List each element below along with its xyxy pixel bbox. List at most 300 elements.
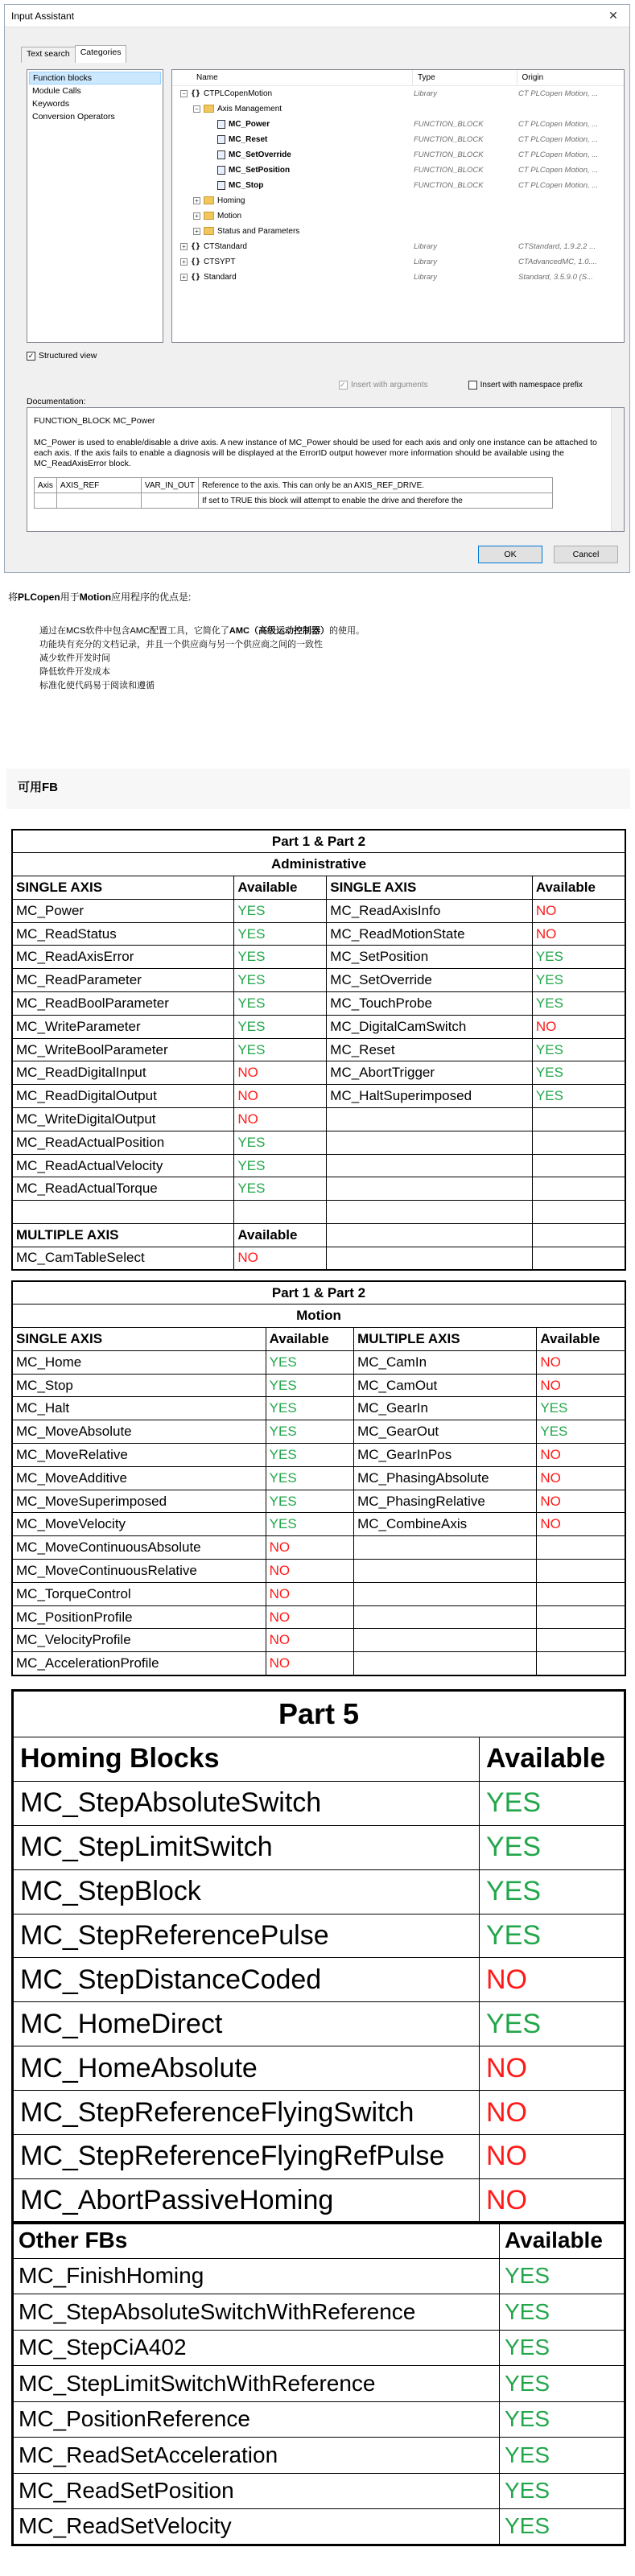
empty-cell <box>327 1224 533 1247</box>
table-row <box>12 1224 625 1247</box>
column-header: Available <box>532 876 625 900</box>
availability-cell: NO <box>537 1374 625 1397</box>
availability-cell: YES <box>500 2330 625 2366</box>
availability-cell: NO <box>234 1085 327 1108</box>
table-row <box>12 1281 625 1304</box>
table-row <box>12 1304 625 1328</box>
tree-name-cell <box>172 163 414 178</box>
table-row <box>12 1038 625 1061</box>
table-row <box>12 1201 625 1224</box>
fb-name-cell: MC_PositionReference <box>13 2401 500 2438</box>
availability-cell: YES <box>480 1914 625 1958</box>
tree-name-cell <box>172 193 414 208</box>
fb-name-cell: MC_StepBlock <box>13 1869 480 1914</box>
fb-name-cell: MC_MoveAdditive <box>12 1466 266 1490</box>
availability-cell: YES <box>266 1466 353 1490</box>
availability-cell: YES <box>234 1015 327 1038</box>
expand-icon[interactable]: + <box>193 212 200 220</box>
availability-cell: YES <box>480 1869 625 1914</box>
intro-suffix: 应用程序的优点是: <box>111 591 192 603</box>
column-header: Available <box>234 1224 327 1247</box>
tree-name-cell <box>172 224 414 239</box>
fb-name-cell: MC_StepAbsoluteSwitchWithReference <box>13 2294 500 2331</box>
fb-name-cell: MC_PhasingRelative <box>354 1490 537 1513</box>
section-heading: 可用FB <box>6 769 630 809</box>
tree-row[interactable] <box>172 224 624 239</box>
table-row <box>12 1131 625 1154</box>
tree-row[interactable] <box>172 163 624 178</box>
fb-name-cell: MC_MoveContinuousAbsolute <box>12 1536 266 1560</box>
tree-item-label: MC_Reset <box>229 135 268 144</box>
tree-type-cell: Library <box>414 89 438 98</box>
availability-cell: NO <box>537 1444 625 1467</box>
doc-cell <box>56 493 141 509</box>
fb-name-cell: MC_WriteParameter <box>12 1015 234 1038</box>
fb-name-cell <box>327 1177 533 1201</box>
collapse-icon[interactable]: − <box>180 90 188 97</box>
tree-origin-cell <box>518 101 623 117</box>
tree-row[interactable] <box>172 208 624 224</box>
folder-icon <box>204 227 214 235</box>
empty-cell <box>327 1201 533 1224</box>
tree-row[interactable] <box>172 239 624 254</box>
availability-cell: YES <box>532 1085 625 1108</box>
table-row <box>12 1560 625 1583</box>
availability-cell: NO <box>234 1108 327 1131</box>
tree-item-label: Standard <box>204 273 237 282</box>
column-header: Available <box>480 1737 625 1782</box>
fb-name-cell: MC_StepReferencePulse <box>13 1914 480 1958</box>
tree-type-cell: FUNCTION_BLOCK <box>414 181 484 190</box>
tree-row[interactable] <box>172 101 624 117</box>
column-header: MULTIPLE AXIS <box>12 1224 234 1247</box>
availability-cell: YES <box>500 2294 625 2331</box>
fb-name-cell: MC_FinishHoming <box>13 2258 500 2294</box>
table-row <box>12 992 625 1016</box>
fb-name-cell <box>327 1154 533 1177</box>
doc-table-row <box>35 493 553 509</box>
availability-cell: NO <box>532 1015 625 1038</box>
fb-name-cell: MC_Home <box>12 1350 266 1374</box>
table-row <box>13 2002 625 2046</box>
expand-icon[interactable]: + <box>180 274 188 281</box>
fb-name-cell: MC_GearIn <box>354 1397 537 1420</box>
table-row <box>12 1397 625 1420</box>
availability-cell <box>532 1131 625 1154</box>
table-row <box>13 1781 625 1825</box>
fb-name-cell: MC_Halt <box>12 1397 266 1420</box>
benefit-item <box>39 624 365 638</box>
fb-name-cell: MC_ReadAxisError <box>12 946 234 969</box>
close-icon[interactable]: ✕ <box>608 9 618 22</box>
fb-name-cell: MC_ReadActualTorque <box>12 1177 234 1201</box>
tree-row[interactable] <box>172 178 624 193</box>
tab-text-search[interactable]: Text search <box>21 47 76 63</box>
availability-cell: YES <box>266 1374 353 1397</box>
fb-name-cell: MC_ReadStatus <box>12 922 234 946</box>
expand-icon[interactable]: + <box>180 258 188 266</box>
fb-name-cell <box>354 1605 537 1629</box>
table-row <box>12 1328 625 1351</box>
availability-cell <box>537 1629 625 1652</box>
availability-cell <box>532 1177 625 1201</box>
function-block-tree <box>171 69 625 343</box>
availability-cell: NO <box>266 1652 353 1675</box>
availability-cell <box>537 1582 625 1605</box>
availability-cell: NO <box>480 2091 625 2135</box>
column-header: Homing Blocks <box>13 1737 480 1782</box>
dialog-buttons <box>478 546 618 563</box>
expand-icon[interactable]: + <box>193 197 200 204</box>
fb-name-cell: MC_MoveRelative <box>12 1444 266 1467</box>
fb-name-cell: MC_ReadActualVelocity <box>12 1154 234 1177</box>
expand-icon[interactable]: + <box>180 243 188 250</box>
availability-cell: YES <box>266 1397 353 1420</box>
tree-origin-cell: Standard, 3.5.9.0 (S... <box>518 273 593 282</box>
availability-cell: YES <box>532 1061 625 1085</box>
availability-cell: YES <box>500 2258 625 2294</box>
table-group-title: Administrative <box>12 853 625 876</box>
fb-name-cell <box>354 1629 537 1652</box>
benefit-bold: AMC（高级运动控制器） <box>229 626 329 636</box>
availability-cell: NO <box>266 1560 353 1583</box>
doc-table <box>34 477 553 509</box>
structured-view-label: Structured view <box>39 351 97 361</box>
library-icon: {} <box>191 273 201 282</box>
availability-cell: YES <box>266 1350 353 1374</box>
tree-item-label: Status and Parameters <box>217 227 300 236</box>
table-row <box>13 2509 625 2545</box>
tree-item-label: CTPLCopenMotion <box>204 89 273 98</box>
category-item-conversion-operators[interactable]: Conversion Operators <box>32 112 115 122</box>
input-assistant-dialog <box>4 4 630 573</box>
tree-name-cell <box>172 270 414 285</box>
availability-cell <box>537 1560 625 1583</box>
tree-origin-cell <box>518 224 623 239</box>
fb-name-cell: MC_GearInPos <box>354 1444 537 1467</box>
tree-name-cell <box>172 208 414 224</box>
fb-name-cell: MC_ReadDigitalInput <box>12 1061 234 1085</box>
availability-cell <box>537 1605 625 1629</box>
table-part-title: Part 1 & Part 2 <box>12 830 625 853</box>
availability-cell: YES <box>532 946 625 969</box>
table-row <box>13 2330 625 2366</box>
benefit-item: 减少软件开发时间 <box>39 653 110 663</box>
fb-name-cell: MC_StepLimitSwitchWithReference <box>13 2366 500 2402</box>
tree-origin-cell <box>518 208 623 224</box>
table-row <box>12 969 625 992</box>
function-block-icon <box>217 120 225 129</box>
insert-with-namespace-checkbox[interactable] <box>468 381 477 389</box>
fb-name-cell: MC_StepDistanceCoded <box>13 1958 480 2002</box>
tree-row[interactable] <box>172 254 624 270</box>
fb-name-cell: MC_AccelerationProfile <box>12 1652 266 1675</box>
table-row <box>13 1737 625 1782</box>
fb-name-cell: MC_SetPosition <box>327 946 533 969</box>
fb-name-cell: MC_MoveSuperimposed <box>12 1490 266 1513</box>
availability-cell: NO <box>480 2135 625 2179</box>
availability-cell: NO <box>234 1247 327 1270</box>
fb-name-cell: MC_Power <box>12 899 234 922</box>
fb-name-cell: MC_CamOut <box>354 1374 537 1397</box>
structured-view-option[interactable] <box>27 351 97 361</box>
tree-item-label: Homing <box>217 196 245 205</box>
category-item-keywords[interactable]: Keywords <box>32 99 70 109</box>
table-row <box>12 1085 625 1108</box>
availability-cell: NO <box>480 1958 625 2002</box>
column-header-name[interactable]: Name <box>172 70 413 85</box>
tree-item-label: Axis Management <box>217 105 282 113</box>
cancel-button[interactable]: Cancel <box>554 546 618 563</box>
doc-cell <box>35 493 57 509</box>
tab-categories[interactable]: Categories <box>75 45 127 63</box>
table-row <box>12 1582 625 1605</box>
fb-name-cell: MC_AbortPassiveHoming <box>13 2178 480 2223</box>
availability-cell <box>532 1154 625 1177</box>
fb-name-cell: MC_CombineAxis <box>354 1513 537 1536</box>
insert-with-arguments-label: Insert with arguments <box>351 381 428 389</box>
structured-view-checkbox[interactable]: ✓ <box>27 351 35 360</box>
tree-name-cell <box>172 239 414 254</box>
fb-name-cell: MC_StepCiA402 <box>13 2330 500 2366</box>
tree-item-label: MC_SetOverride <box>229 150 291 159</box>
insert-with-arguments-checkbox[interactable]: ✓ <box>339 381 348 389</box>
empty-cell <box>532 1224 625 1247</box>
column-header: Available <box>266 1328 353 1351</box>
availability-cell: YES <box>480 1825 625 1869</box>
library-icon: {} <box>191 242 201 251</box>
table-row <box>12 830 625 853</box>
availability-cell: NO <box>266 1536 353 1560</box>
insert-with-namespace-label: Insert with namespace prefix <box>480 381 583 389</box>
fb-name-cell: MC_ReadDigitalOutput <box>12 1085 234 1108</box>
tree-origin-cell: CT PLCopen Motion, ... <box>518 135 599 144</box>
documentation-panel[interactable] <box>27 407 625 532</box>
tree-type-cell <box>414 101 518 117</box>
tree-type-cell: FUNCTION_BLOCK <box>414 135 484 144</box>
fb-name-cell: MC_StepReferenceFlyingRefPulse <box>13 2135 480 2179</box>
tree-name-cell <box>172 178 414 193</box>
availability-cell: YES <box>234 1177 327 1201</box>
tree-origin-cell: CT PLCopen Motion, ... <box>518 89 599 98</box>
tree-origin-cell: CT PLCopen Motion, ... <box>518 120 599 129</box>
tree-origin-cell: CT PLCopen Motion, ... <box>518 150 599 159</box>
availability-cell: NO <box>266 1629 353 1652</box>
table-row <box>12 1652 625 1675</box>
fb-name-cell <box>354 1536 537 1560</box>
empty-cell <box>234 1201 327 1224</box>
availability-cell: YES <box>537 1397 625 1420</box>
table-row <box>12 1247 625 1270</box>
availability-cell <box>537 1652 625 1675</box>
tree-row[interactable] <box>172 147 624 163</box>
insert-with-arguments-option[interactable] <box>339 381 428 389</box>
availability-cell: YES <box>234 1131 327 1154</box>
fb-name-cell: MC_TouchProbe <box>327 992 533 1016</box>
fb-name-cell <box>327 1131 533 1154</box>
table-row <box>12 946 625 969</box>
fb-name-cell: MC_ReadAxisInfo <box>327 899 533 922</box>
table-row <box>13 1958 625 2002</box>
function-block-icon <box>217 181 225 190</box>
table-row <box>13 2178 625 2223</box>
ok-button[interactable]: OK <box>478 546 542 563</box>
table-row <box>13 1914 625 1958</box>
category-item-module-calls[interactable]: Module Calls <box>32 86 81 96</box>
availability-cell: YES <box>234 946 327 969</box>
fb-name-cell: MC_MoveVelocity <box>12 1513 266 1536</box>
availability-cell: YES <box>532 1038 625 1061</box>
column-header-type[interactable]: Type <box>413 70 517 85</box>
benefit-item: 标准化使代码易于阅读和遵循 <box>39 681 155 690</box>
tree-name-cell <box>172 101 414 117</box>
availability-cell: YES <box>234 922 327 946</box>
table-row <box>12 1490 625 1513</box>
availability-cell: YES <box>500 2438 625 2474</box>
fb-name-cell: MC_SetOverride <box>327 969 533 992</box>
tree-type-cell <box>414 193 518 208</box>
table-row <box>13 2473 625 2509</box>
doc-heading: FUNCTION_BLOCK MC_Power <box>34 416 155 426</box>
homing-blocks-table <box>11 1689 626 2224</box>
fb-name-cell: MC_DigitalCamSwitch <box>327 1015 533 1038</box>
tree-rows <box>172 86 624 285</box>
column-header: Available <box>500 2223 625 2259</box>
fb-name-cell: MC_HomeAbsolute <box>13 2046 480 2091</box>
table-row <box>13 2223 625 2259</box>
tree-type-cell: Library <box>414 242 438 251</box>
intro-text <box>8 590 191 604</box>
expand-icon[interactable]: + <box>193 228 200 235</box>
fb-name-cell: MC_ReadActualPosition <box>12 1131 234 1154</box>
table-group-title: Motion <box>12 1304 625 1328</box>
table-row <box>12 1444 625 1467</box>
tree-name-cell <box>172 147 414 163</box>
table-row <box>12 1466 625 1490</box>
column-header: SINGLE AXIS <box>12 876 234 900</box>
empty-cell <box>532 1201 625 1224</box>
tree-row[interactable] <box>172 270 624 285</box>
tree-row[interactable] <box>172 193 624 208</box>
doc-scrollbar[interactable] <box>611 408 624 531</box>
table-row <box>13 1869 625 1914</box>
table-row <box>12 876 625 900</box>
availability-cell: YES <box>532 969 625 992</box>
tree-origin-cell <box>518 193 623 208</box>
column-header: SINGLE AXIS <box>327 876 533 900</box>
tree-origin-cell: CTStandard, 1.9.2.2 ... <box>518 242 596 251</box>
empty-cell <box>532 1247 625 1270</box>
insert-with-namespace-option[interactable] <box>468 381 583 389</box>
availability-cell: YES <box>500 2366 625 2402</box>
tree-type-cell <box>414 208 518 224</box>
empty-cell <box>12 1201 234 1224</box>
table-row <box>12 1108 625 1131</box>
fb-name-cell: MC_Stop <box>12 1374 266 1397</box>
fb-name-cell: MC_ReadParameter <box>12 969 234 992</box>
tree-origin-cell: CT PLCopen Motion, ... <box>518 166 599 175</box>
availability-cell: NO <box>537 1490 625 1513</box>
fb-name-cell: MC_ReadSetVelocity <box>13 2509 500 2545</box>
table-row <box>13 2401 625 2438</box>
fb-name-cell: MC_ReadMotionState <box>327 922 533 946</box>
folder-icon <box>204 212 214 220</box>
administrative-fb-table <box>11 829 626 1271</box>
fb-name-cell <box>354 1582 537 1605</box>
fb-name-cell: MC_StepReferenceFlyingSwitch <box>13 2091 480 2135</box>
tree-item-label: MC_Power <box>229 120 270 129</box>
column-header-origin[interactable]: Origin <box>522 73 544 82</box>
table-row <box>12 1350 625 1374</box>
category-item-function-blocks[interactable]: Function blocks <box>29 72 161 84</box>
availability-cell: YES <box>500 2473 625 2509</box>
intro-bold: PLCopen <box>18 591 60 603</box>
doc-cell: Reference to the axis. This can only be an AXIS_REF_DRIVE. <box>198 478 552 493</box>
doc-cell: VAR_IN_OUT <box>141 478 198 493</box>
doc-cell: AXIS_REF <box>56 478 141 493</box>
column-header: Available <box>537 1328 625 1351</box>
tree-name-cell <box>172 132 414 147</box>
availability-cell: YES <box>234 992 327 1016</box>
availability-cell: NO <box>266 1582 353 1605</box>
tree-name-cell <box>172 86 414 101</box>
availability-cell: YES <box>234 969 327 992</box>
tree-type-cell: Library <box>414 258 438 266</box>
table-row <box>12 1513 625 1536</box>
benefit-text: 通过在MCS软件中包含AMC配置工具，它简化了 <box>39 626 229 636</box>
tree-type-cell: FUNCTION_BLOCK <box>414 120 484 129</box>
availability-cell: YES <box>537 1420 625 1444</box>
fb-name-cell: MC_Reset <box>327 1038 533 1061</box>
function-block-icon <box>217 166 225 175</box>
function-block-icon <box>217 150 225 159</box>
table-part-title: Part 1 & Part 2 <box>12 1281 625 1304</box>
table-row <box>13 2046 625 2091</box>
tree-row[interactable] <box>172 132 624 147</box>
tree-row[interactable] <box>172 117 624 132</box>
fb-name-cell: MC_MoveAbsolute <box>12 1420 266 1444</box>
availability-cell: YES <box>234 899 327 922</box>
doc-body: MC_Power is used to enable/disable a drive axis. A new instance of MC_Power should be used for each axis and only one instance can be attached to each axis. If the axis fails to enable a diagnosis will be displayed at the ErrorID output however more information should be available using the MC_ReadAxisError block. <box>34 438 597 468</box>
table-row <box>13 2258 625 2294</box>
table-row <box>13 2135 625 2179</box>
fb-name-cell: MC_StepLimitSwitch <box>13 1825 480 1869</box>
tree-item-label: CTSYPT <box>204 258 236 266</box>
table-row <box>12 1177 625 1201</box>
tree-type-cell: FUNCTION_BLOCK <box>414 150 484 159</box>
availability-cell: YES <box>234 1154 327 1177</box>
availability-cell: YES <box>500 2401 625 2438</box>
function-block-icon <box>217 135 225 144</box>
fb-name-cell: MC_CamTableSelect <box>12 1247 234 1270</box>
fb-name-cell: MC_PositionProfile <box>12 1605 266 1629</box>
table-row <box>13 1691 625 1737</box>
fb-name-cell: MC_VelocityProfile <box>12 1629 266 1652</box>
collapse-icon[interactable]: − <box>193 105 200 113</box>
fb-name-cell: MC_HaltSuperimposed <box>327 1085 533 1108</box>
table-row <box>12 1536 625 1560</box>
availability-cell: NO <box>532 922 625 946</box>
benefit-text: 的使用。 <box>328 626 365 636</box>
availability-cell: YES <box>532 992 625 1016</box>
tree-row[interactable] <box>172 86 624 101</box>
intro-prefix: 将 <box>8 591 19 603</box>
table-row <box>13 2294 625 2331</box>
motion-fb-table <box>11 1280 626 1676</box>
availability-cell <box>532 1108 625 1131</box>
fb-name-cell <box>354 1560 537 1583</box>
fb-name-cell: MC_ReadBoolParameter <box>12 992 234 1016</box>
